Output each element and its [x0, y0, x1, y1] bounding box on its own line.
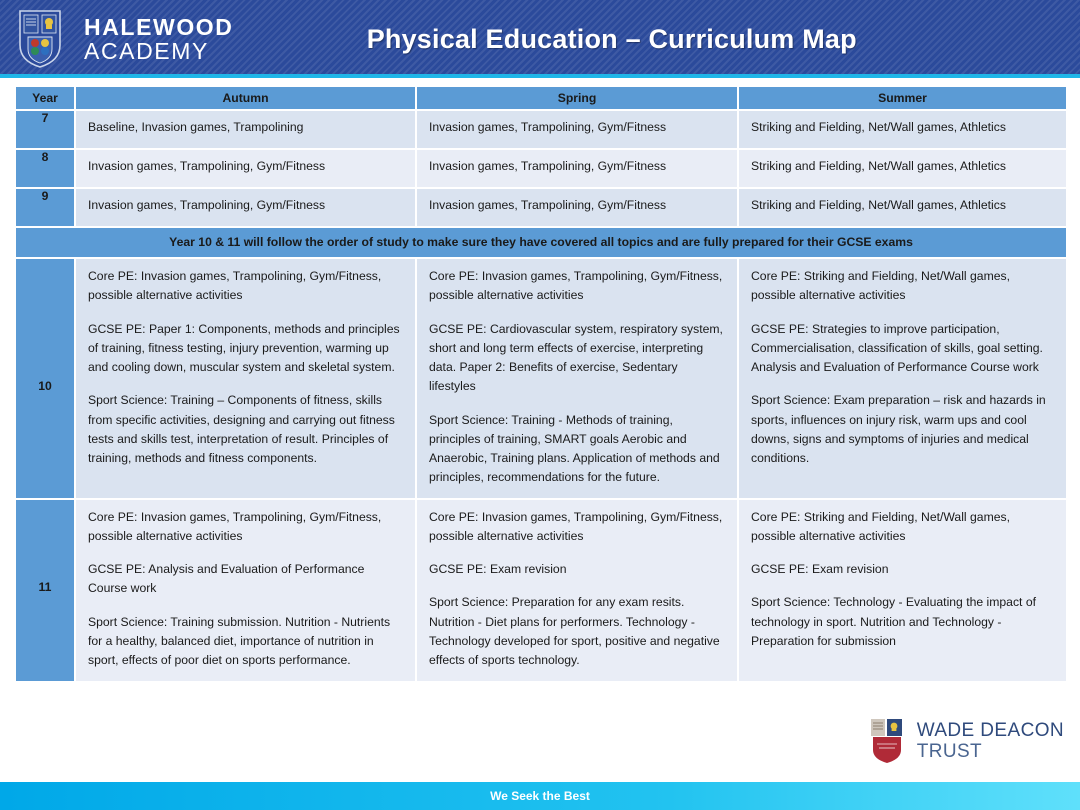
year-label: 8: [16, 150, 74, 187]
core-pe-text: Core PE: Striking and Fielding, Net/Wall games, possible alternative activities: [751, 269, 1010, 303]
strapline-bar: [0, 782, 1080, 810]
wade-deacon-trust-shield-icon: [867, 717, 907, 765]
table-row: [16, 259, 1066, 498]
gcse-pe-text: GCSE PE: Paper 1: Components, methods and principles of training, fitness testing, injury prevention, warming up and cooling down, muscular system and skeletal system.: [88, 321, 400, 375]
trust-name: [917, 720, 1064, 763]
school-name-line1: HALEWOOD: [84, 13, 234, 40]
gcse-pe-text: GCSE PE: Cardiovascular system, respiratory system, short and long term effects of exercise, interpreting data. Paper 2: Benefits of exercise, Sedentary lifestyles: [429, 321, 723, 394]
cell-autumn: Invasion games, Trampolining, Gym/Fitness: [76, 150, 415, 187]
ks4-notice-banner: Year 10 & 11 will follow the order of study to make sure they have covered all topics and are fully prepared for their GCSE exams: [16, 228, 1066, 257]
gcse-pe-text: GCSE PE: Strategies to improve participation, Commercialisation, classification of skills, goal setting. Analysis and Evaluation of Performance Course work: [751, 321, 1043, 375]
table-row: [16, 150, 1066, 187]
gcse-pe-text: GCSE PE: Exam revision: [429, 562, 567, 577]
core-pe-text: Core PE: Invasion games, Trampolining, Gym/Fitness, possible alternative activities: [429, 269, 723, 303]
cell-summer: [739, 500, 1066, 681]
table-row: [16, 111, 1066, 148]
trust-name-line2: TRUST: [916, 741, 983, 762]
core-pe-text: Core PE: Invasion games, Trampolining, Gym/Fitness, possible alternative activities: [88, 269, 382, 303]
sport-science-text: Sport Science: Exam preparation – risk and hazards in sports, influences on injury risk, warm ups and cool downs, signs and symptoms of injuries and medical conditions.: [751, 393, 1046, 466]
gcse-pe-text: GCSE PE: Exam revision: [751, 562, 889, 577]
table-row: [16, 500, 1066, 681]
column-header-year: Year: [16, 87, 74, 109]
sport-science-text: Sport Science: Technology - Evaluating the impact of technology in sport. Nutrition and Technology - Preparation for submission: [751, 595, 1036, 648]
table-banner-row: [16, 228, 1066, 257]
cell-spring: [417, 500, 737, 681]
sport-science-text: Sport Science: Preparation for any exam resits. Nutrition - Diet plans for performers. Technology - Technology developed for sport, positive and negative effects of sports technology.: [429, 595, 720, 668]
cell-spring: [417, 259, 737, 498]
cell-summer: Striking and Fielding, Net/Wall games, Athletics: [739, 189, 1066, 226]
halewood-academy-crest-icon: [18, 9, 62, 69]
column-header-spring: Spring: [417, 87, 737, 109]
column-header-autumn: Autumn: [76, 87, 415, 109]
year-label: 7: [16, 111, 74, 148]
sport-science-text: Sport Science: Training – Components of fitness, skills from specific activities, designing and carrying out fitness tests and skills test, interpretation of result. Principles of training, methods and fitness components.: [88, 393, 395, 466]
cell-summer: [739, 259, 1066, 498]
cell-autumn: [76, 500, 415, 681]
cell-autumn: Baseline, Invasion games, Trampolining: [76, 111, 415, 148]
column-header-summer: Summer: [739, 87, 1066, 109]
cell-spring: Invasion games, Trampolining, Gym/Fitness: [417, 189, 737, 226]
page-header: [0, 0, 1080, 78]
year-label: 10: [16, 259, 74, 498]
cell-spring: Invasion games, Trampolining, Gym/Fitness: [417, 111, 737, 148]
trust-name-line1: WADE DEACON: [916, 719, 1064, 741]
curriculum-table: [14, 85, 1068, 683]
year-label: 9: [16, 189, 74, 226]
page-title: Physical Education – Curriculum Map: [366, 23, 857, 54]
table-header-row: [16, 87, 1066, 109]
sport-science-text: Sport Science: Training - Methods of training, principles of training, SMART goals Aerobic and Anaerobic, Training plans. Application of methods and principles, recommendations for the future.: [429, 412, 720, 485]
trust-logo: [867, 717, 1064, 765]
school-name: [84, 15, 234, 63]
table-row: [16, 189, 1066, 226]
sport-science-text: Sport Science: Training submission. Nutrition - Nutrients for a healthy, balanced diet, importance of nutrition in sport, effects of poor diet on sports performance.: [88, 614, 391, 668]
cell-summer: Striking and Fielding, Net/Wall games, Athletics: [739, 111, 1066, 148]
curriculum-table-wrap: [0, 78, 1080, 683]
gcse-pe-text: GCSE PE: Analysis and Evaluation of Performance Course work: [88, 562, 365, 596]
cell-autumn: Invasion games, Trampolining, Gym/Fitness: [76, 189, 415, 226]
cell-spring: Invasion games, Trampolining, Gym/Fitness: [417, 150, 737, 187]
core-pe-text: Core PE: Striking and Fielding, Net/Wall games, possible alternative activities: [751, 509, 1010, 543]
cell-summer: Striking and Fielding, Net/Wall games, Athletics: [739, 150, 1066, 187]
cell-autumn: [76, 259, 415, 498]
school-name-line2: ACADEMY: [84, 38, 209, 64]
core-pe-text: Core PE: Invasion games, Trampolining, Gym/Fitness, possible alternative activities: [429, 509, 723, 543]
strapline-text: We Seek the Best: [490, 789, 590, 803]
core-pe-text: Core PE: Invasion games, Trampolining, Gym/Fitness, possible alternative activities: [88, 509, 382, 543]
year-label: 11: [16, 500, 74, 681]
